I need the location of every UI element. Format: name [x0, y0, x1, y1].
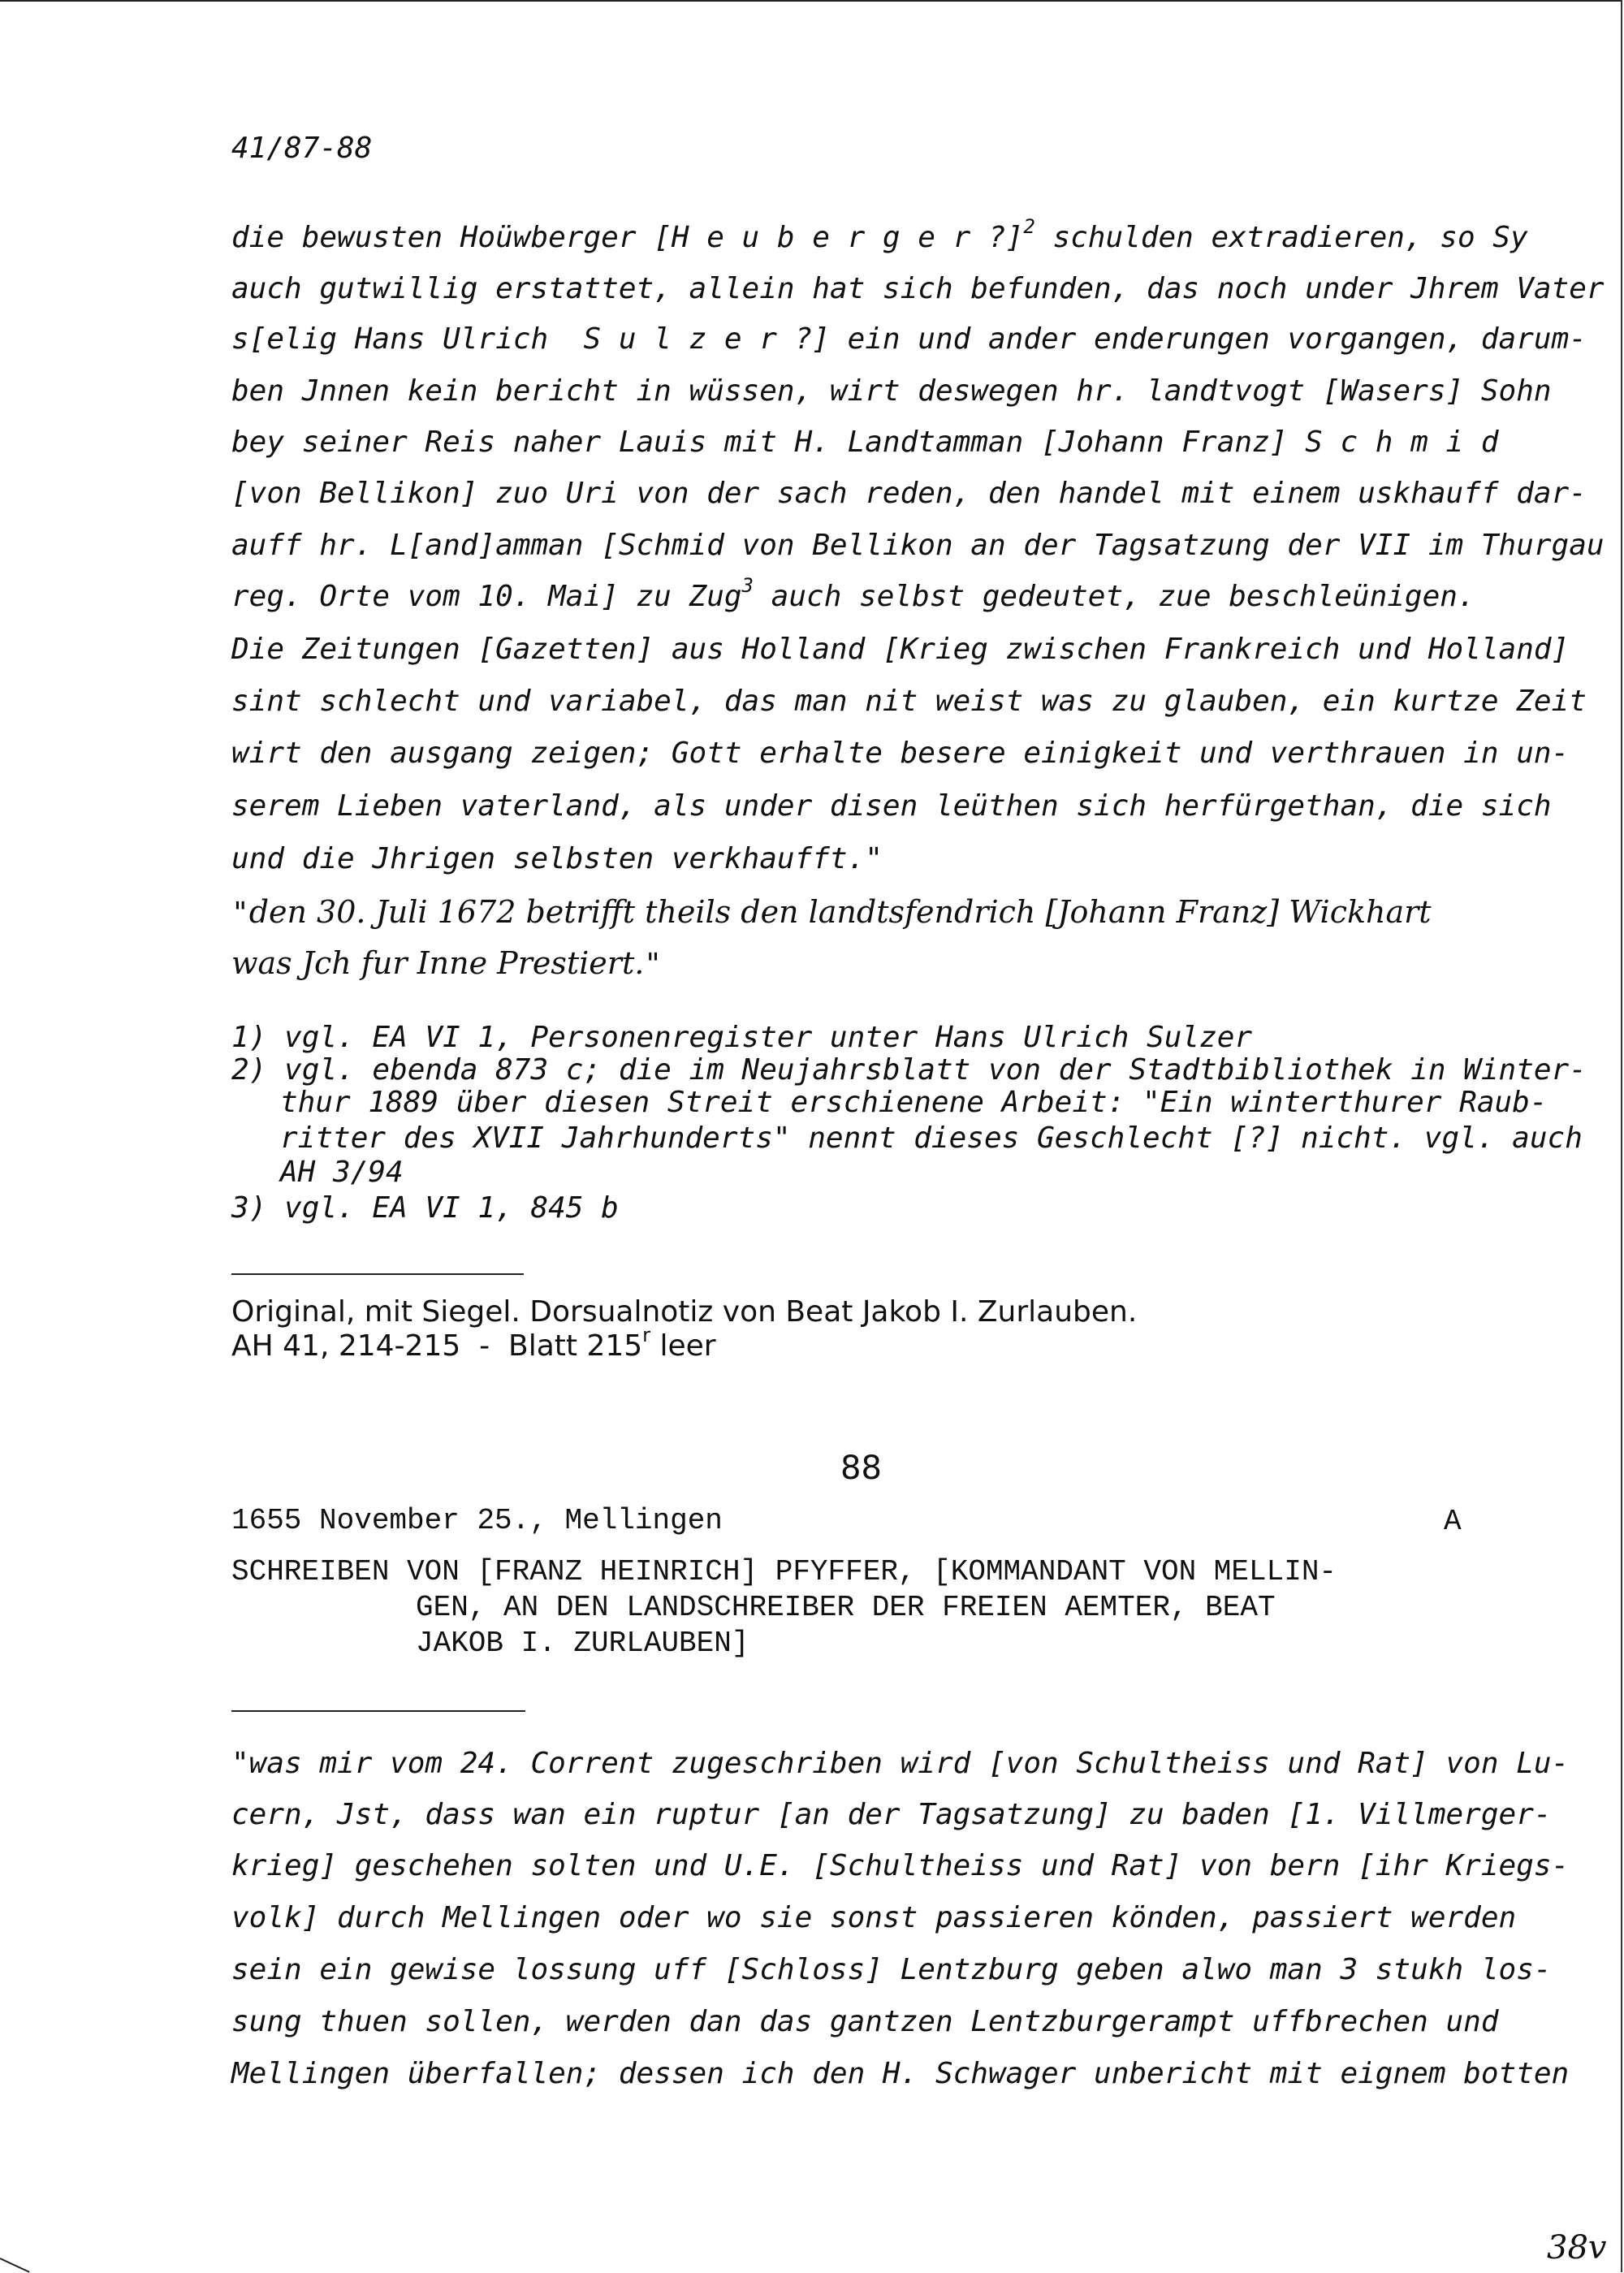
text-line: Die Zeitungen [Gazetten] aus Holland [Krieg zwischen Frankreich und Holland] [231, 633, 1570, 666]
text-line: die bewusten Hoüwberger [H e u b e r g e r ?]$^2$ schulden extradieren, so Sy [231, 215, 1528, 254]
footnote-continuation: thur 1889 über diesen Streit erschienene Arbeit: "Ein winterthurer Raub- [280, 1086, 1548, 1119]
corner-mark [0, 2258, 30, 2273]
text-line: Mellingen überfallen; dessen ich den H. Schwager unbericht mit eignem botten [231, 2057, 1570, 2090]
separator-rule [231, 1710, 525, 1712]
page-mark: 38v [1547, 2229, 1607, 2267]
footnote-continuation: AH 3/94 [280, 1156, 404, 1189]
text-line: auff hr. L[and]amman [Schmid von Bellikon an der Tagsatzung der VII im Thurgau [231, 529, 1605, 562]
separator-rule [231, 1273, 524, 1275]
text-line: krieg] geschehen solten und U.E. [Schultheiss und Rat] von bern [ihr Kriegs- [231, 1849, 1570, 1882]
document-title-line: JAKOB I. ZURLAUBEN] [416, 1627, 749, 1660]
document-letter-code: A [1444, 1505, 1462, 1538]
dorsal-note-line: "den 30. Juli 1672 betrifft theils den landtsfendrich [Johann Franz] Wickhart [231, 894, 1432, 930]
document-number: 88 [840, 1450, 882, 1487]
text-line: auch gutwillig erstattet, allein hat sich befunden, das noch under Jhrem Vater [231, 272, 1605, 305]
footnote: 3) vgl. EA VI 1, 845 b [231, 1191, 619, 1225]
text-line: und die Jhrigen selbsten verkhaufft." [231, 842, 883, 875]
text-line: reg. Orte vom 10. Mai] zu Zug$^3$ auch selbst gedeutet, zue beschleünigen. [231, 574, 1475, 613]
text-line: serem Lieben vaterland, als under disen leüthen sich herfürgethan, die sich [231, 789, 1552, 823]
text-line: "was mir vom 24. Corrent zugeschriben wird [von Schultheiss und Rat] von Lu- [231, 1747, 1570, 1780]
text-line: volk] durch Mellingen oder wo sie sonst passieren könden, passiert werden [231, 1901, 1517, 1934]
dorsal-note-line: was Jch fur Inne Prestiert." [231, 945, 662, 981]
footnote: 2) vgl. ebenda 873 c; die im Neujahrsblatt von der Stadtbibliothek in Winter- [231, 1053, 1587, 1087]
text-line: [von Bellikon] zuo Uri von der sach reden, den handel mit einem uskhauff dar- [231, 477, 1587, 510]
text-line: cern, Jst, dass wan ein ruptur [an der Tagsatzung] zu baden [1. Villmerger- [231, 1798, 1552, 1831]
page-border-top [0, 0, 1622, 2]
text-line: sein ein gewise lossung uff [Schloss] Lentzburg geben alwo man 3 stukh los- [231, 1953, 1552, 1986]
text-line: s[elig Hans Ulrich S u l z e r ?] ein und ander enderungen vorgangen, darum- [231, 322, 1587, 356]
source-note-line: AH 41, 214-215 - Blatt 215$^r$ leer [231, 1324, 716, 1363]
source-note-line: Original, mit Siegel. Dorsualnotiz von Beat Jakob I. Zurlauben. [231, 1295, 1138, 1329]
text-line: sung thuen sollen, werden dan das gantzen Lentzburgerampt uffbrechen und [231, 2005, 1499, 2038]
text-line: wirt den ausgang zeigen; Gott erhalte besere einigkeit und verthrauen in un- [231, 737, 1570, 770]
footnote: 1) vgl. EA VI 1, Personenregister unter Hans Ulrich Sulzer [231, 1021, 1253, 1054]
document-title-line: SCHREIBEN VON [FRANZ HEINRICH] PFYFFER, [KOMMANDANT VON MELLIN- [231, 1555, 1337, 1588]
page-border-right [1621, 0, 1622, 2272]
document-title-line: GEN, AN DEN LANDSCHREIBER DER FREIEN AEMTER, BEAT [416, 1591, 1276, 1624]
text-line: bey seiner Reis naher Lauis mit H. Landtamman [Johann Franz] S c h m i d [231, 426, 1499, 459]
page-reference: 41/87-88 [231, 132, 373, 165]
text-line: sint schlecht und variabel, das man nit weist was zu glauben, ein kurtze Zeit [231, 685, 1587, 718]
footnote-continuation: ritter des XVII Jahrhunderts" nennt dieses Geschlecht [?] nicht. vgl. auch [280, 1121, 1583, 1155]
text-line: ben Jnnen kein bericht in wüssen, wirt deswegen hr. landtvogt [Wasers] Sohn [231, 374, 1552, 408]
date-place: 1655 November 25., Mellingen [231, 1504, 723, 1537]
